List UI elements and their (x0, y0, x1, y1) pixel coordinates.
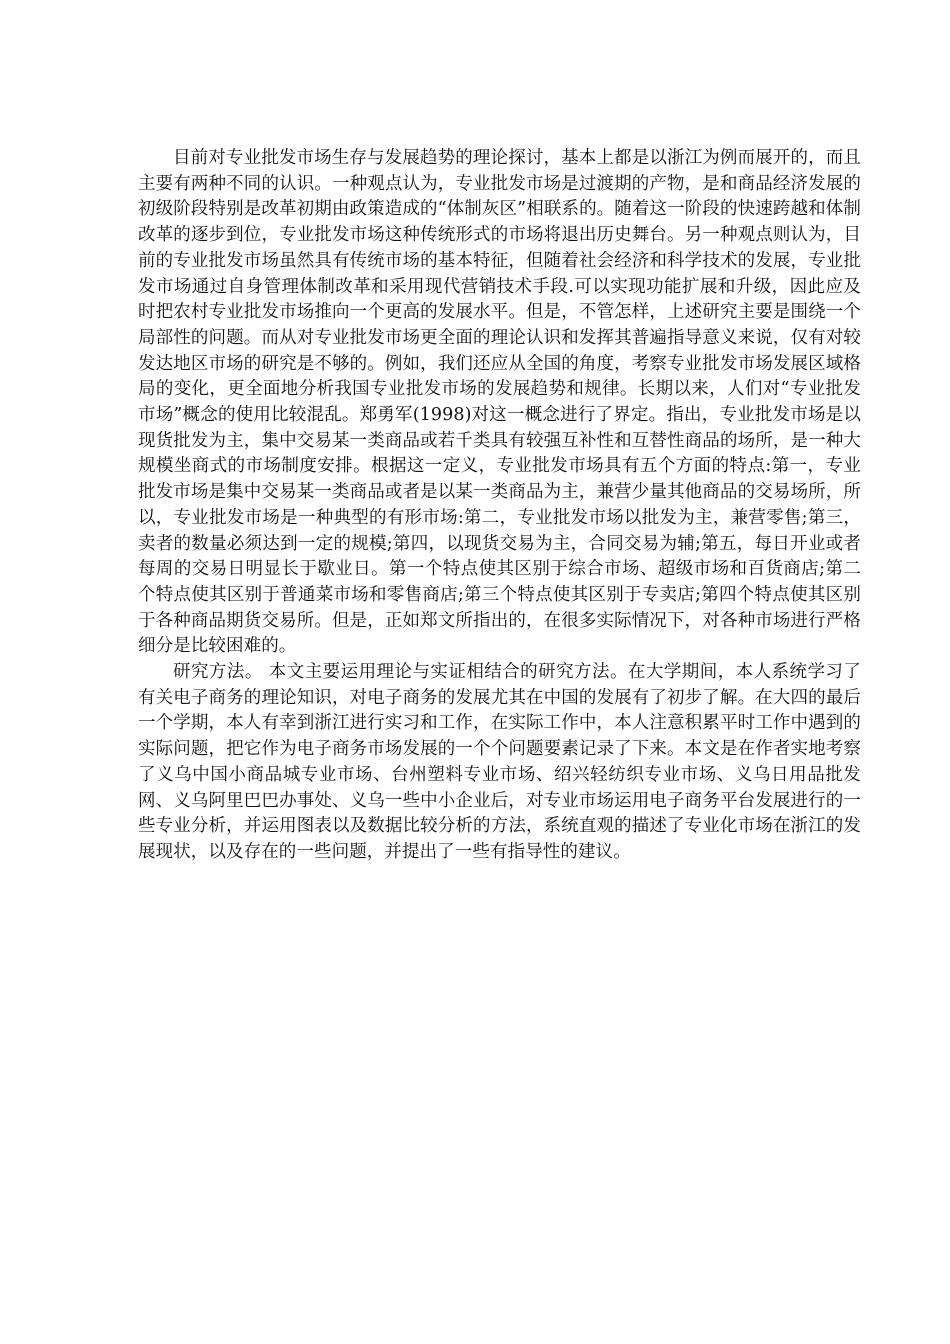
body-text (138, 146, 861, 866)
paragraph-research-method: 研究方法。 本文主要运用理论与实证相结合的研究方法。在大学期间，本人系统学习了有关电子商务的理论知识，对电子商务的发展尤其在中国的发展有了初步了解。在大四的最后一个学期，本人有幸到浙江进行实习和工作，在实际工作中，本人注意积累平时工作中遇到的实际问题，把它作为电子商务市场发展的一个个问题要素记录了下来。本文是在作者实地考察了义乌中国小商品城专业市场、台州塑料专业市场、绍兴轻纺织专业市场、义乌日用品批发网、义乌阿里巴巴办事处、义乌一些中小企业后，对专业市场运用电子商务平台发展进行的一些专业分析，并运用图表以及数据比较分析的方法，系统直观的描述了专业化市场在浙江的发展现状，以及存在的一些问题，并提出了一些有指导性的建议。 (138, 662, 861, 862)
paragraph-market-theory: 目前对专业批发市场生存与发展趋势的理论探讨，基本上都是以浙江为例而展开的，而且主要有两种不同的认识。一种观点认为，专业批发市场是过渡期的产物，是和商品经济发展的初级阶段特别是改革初期由政策造成的“体制灰区”相联系的。随着这一阶段的快速跨越和体制改革的逐步到位，专业批发市场这种传统形式的市场将退出历史舞台。另一种观点则认为，目前的专业批发市场虽然具有传统市场的基本特征，但随着社会经济和科学技术的发展，专业批发市场通过自身管理体制改革和采用现代营销技术手段.可以实现功能扩展和升级，因此应及时把农村专业批发市场推向一个更高的发展水平。但是，不管怎样，上述研究主要是围绕一个局部性的问题。而从对专业批发市场更全面的理论认识和发挥其普遍指导意义来说，仅有对较发达地区市场的研究是不够的。例如，我们还应从全国的角度，考察专业批发市场发展区域格局的变化，更全面地分析我国专业批发市场的发展趋势和规律。长期以来，人们对“专业批发市场”概念的使用比较混乱。郑勇军(1998)对这一概念进行了界定。指出，专业批发市场是以现货批发为主，集中交易某一类商品或若千类具有较强互补性和互替性商品的场所，是一种大规模坐商式的市场制度安排。根据这一定义，专业批发市场具有五个方面的特点:第一，专业批发市场是集中交易某一类商品或者是以某一类商品为主，兼营少量其他商品的交易场所，所以，专业批发市场是一种典型的有形市场:第二，专业批发市场以批发为主，兼营零售;第三，卖者的数量必须达到一定的规模;第四，以现货交易为主，合同交易为辅;第五，每日开业或者每周的交易日明显长于歇业日。第一个特点使其区别于综合市场、超级市场和百货商店;第二个特点使其区别于普通菜市场和零售商店;第三个特点使其区别于专卖店;第四个特点使其区别于各种商品期货交易所。但是，正如郑文所指出的，在很多实际情况下，对各种市场进行严格细分是比较困难的。 (138, 148, 861, 657)
